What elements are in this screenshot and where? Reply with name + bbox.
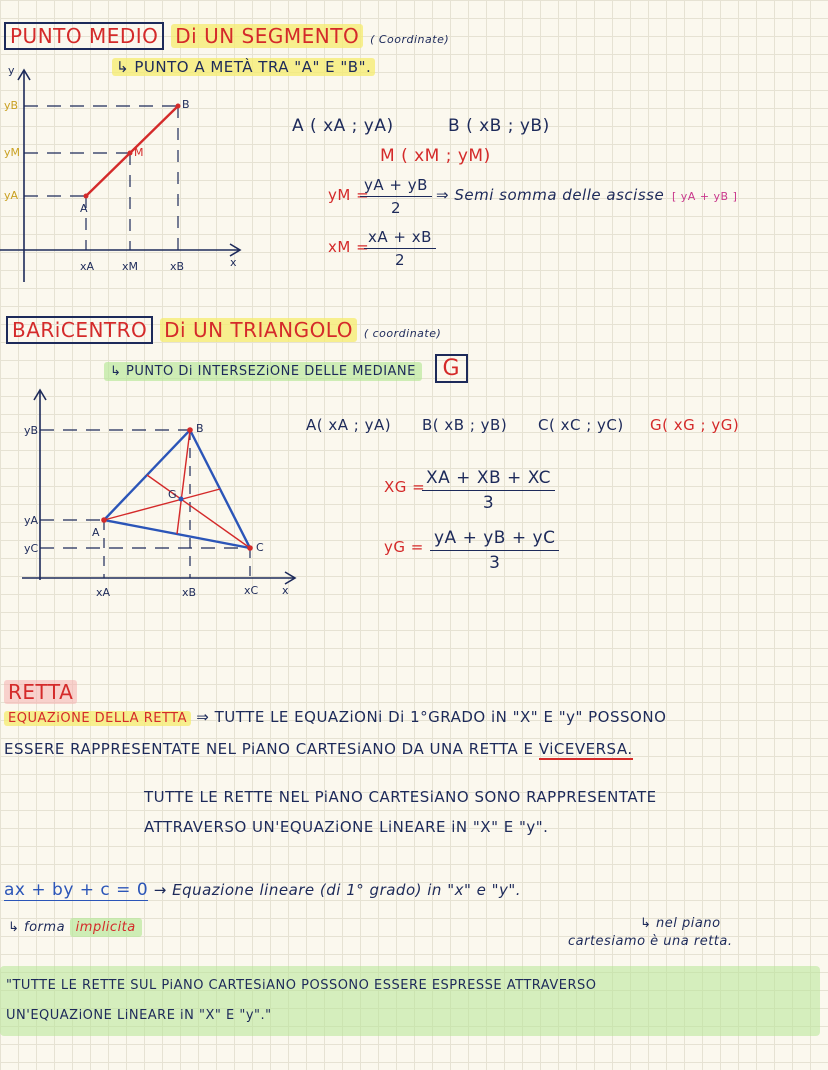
line-eq-row1 [4, 708, 666, 726]
mp-y-axis: y [8, 64, 15, 77]
line-plane-note2: cartesiamo è una retta. [568, 934, 733, 949]
centroid-subtitle-text: ↳ PUNTO Di INTERSEZiONE DELLE MEDIANE [104, 362, 422, 381]
cg-yG-fraction [430, 528, 559, 573]
centroid-note: ( coordinate) [363, 327, 442, 340]
line-title-group [4, 680, 77, 704]
line-formula-row [4, 880, 521, 900]
mp-xB-label: xB [170, 260, 185, 273]
line-quote1: "TUTTE LE RETTE SUL PiANO CARTESiANO POSSONO ESSERE ESPRESSE ATTRAVERSO [6, 978, 597, 993]
line-converse2: ATTRAVERSO UN'EQUAZiONE LiNEARE iN "X" E "y". [144, 818, 549, 836]
mp-xM-den: 2 [394, 251, 405, 269]
line-form-row [8, 920, 142, 935]
cg-xG-num: XA + XB + XC [422, 468, 555, 491]
line-converse1: TUTTE LE RETTE NEL PiANO CARTESiANO SONO RAPPRESENTATE [144, 788, 657, 806]
line-formula-note: → Equazione lineare (di 1° grado) in "x" e "y". [153, 881, 522, 899]
cg-xG-den: 3 [482, 493, 495, 513]
cg-coord-C: C( xC ; yC) [538, 416, 624, 434]
line-form-value: implicita [70, 918, 142, 937]
mp-yM-num: yA + yB [360, 176, 432, 197]
mp-xM-label: xM [122, 260, 139, 273]
line-plane-note1: ↳ nel piano [640, 916, 721, 931]
cg-point-A: A [92, 526, 100, 539]
cg-xA-label: xA [96, 586, 111, 599]
cg-xB-label: xB [182, 586, 197, 599]
line-title: RETTA [4, 680, 77, 704]
mp-point-M: M [134, 146, 144, 159]
mp-x-axis: x [230, 256, 237, 269]
mp-yM-bracket: [ yA + yB ] [672, 190, 738, 203]
mp-xA-label: xA [80, 260, 95, 273]
mp-point-A: A [80, 202, 88, 215]
mp-yA-label: yA [4, 189, 19, 202]
line-form-label: ↳ forma [8, 920, 66, 935]
cg-yG-label: yG = [384, 538, 424, 556]
cg-point-G: G [168, 488, 177, 501]
mp-coord-A: A ( xA ; yA) [292, 116, 394, 136]
midpoint-title: PUNTO MEDIO [4, 22, 164, 50]
centroid-title: BARiCENTRO [6, 316, 153, 344]
line-eq-text1: ⇒ TUTTE LE EQUAZiONi Di 1°GRADO iN "X" E "y" POSSONO [196, 708, 667, 726]
mp-yM-den: 2 [390, 199, 401, 217]
cg-xG-fraction [422, 468, 555, 513]
cg-x-axis: x [282, 584, 289, 597]
cg-point-C: C [256, 541, 264, 554]
cg-yA-label: yA [24, 514, 39, 527]
line-eq-text2a: ESSERE RAPPRESENTATE NEL PiANO CARTESiANO DA UNA RETTA E [4, 740, 534, 758]
mp-xM-formula-label: xM = [328, 238, 370, 256]
cg-xG-label: XG = [384, 478, 426, 496]
cg-coord-A: A( xA ; yA) [306, 416, 392, 434]
line-eq-text2b: ViCEVERSA. [538, 740, 633, 758]
mp-coord-B: B ( xB ; yB) [448, 116, 550, 136]
line-eq-heading: EQUAZiONE DELLA RETTA [4, 711, 191, 726]
cg-point-B: B [196, 422, 204, 435]
centroid-boxed-G: G [435, 354, 469, 383]
line-eq-row2 [4, 740, 633, 758]
midpoint-subtitle-text: ↳ PUNTO A METÀ TRA "A" E "B". [112, 58, 375, 76]
line-formula: ax + by + c = 0 [4, 880, 149, 900]
mp-xM-num: xA + xB [364, 228, 436, 249]
cg-yG-den: 3 [489, 553, 501, 573]
line-quote2: UN'EQUAZiONE LiNEARE iN "X" E "y"." [6, 1008, 272, 1023]
mp-coord-M: M ( xM ; yM) [380, 146, 491, 166]
midpoint-note: ( Coordinate) [370, 33, 450, 46]
mp-yM-formula-label: yM = [328, 186, 370, 204]
cg-coord-G: G( xG ; yG) [650, 416, 740, 434]
line-quote-highlight [0, 966, 820, 1036]
mp-yB-label: yB [4, 99, 19, 112]
cg-xC-label: xC [244, 584, 259, 597]
cg-yC-label: yC [24, 542, 39, 555]
mp-yM-label: yM [4, 146, 21, 159]
cg-yG-num: yA + yB + yC [430, 528, 559, 551]
cg-yB-label: yB [24, 424, 39, 437]
cg-coord-B: B( xB ; yB) [422, 416, 508, 434]
centroid-title-rest: Di UN TRIANGOLO [160, 318, 357, 342]
mp-yM-note: ⇒ Semi somma delle ascisse [436, 186, 665, 204]
midpoint-title-rest: Di UN SEGMENTO [171, 24, 363, 48]
mp-point-B: B [182, 98, 190, 111]
